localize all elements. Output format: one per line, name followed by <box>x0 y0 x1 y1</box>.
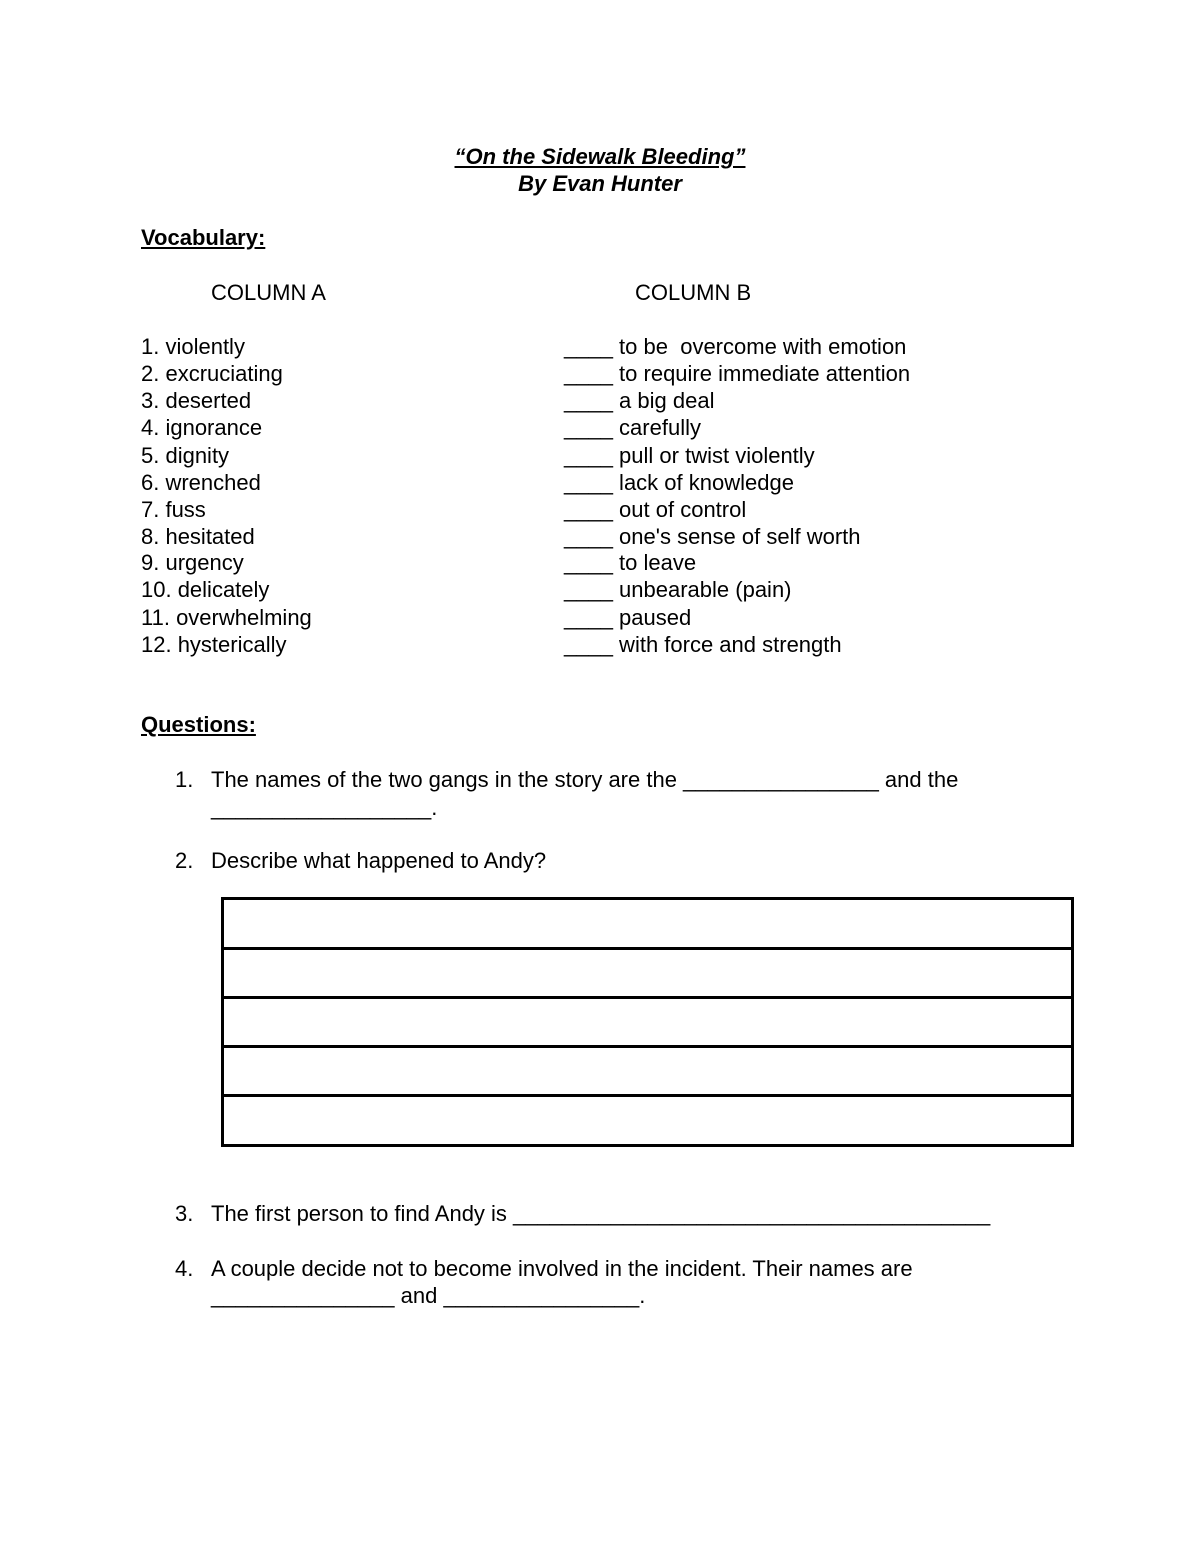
vocab-term: 1. violently <box>141 334 245 359</box>
vocab-definition: ____ a big deal <box>564 388 715 413</box>
question-number: 4. <box>175 1256 194 1281</box>
vocab-definition: ____ carefully <box>564 415 701 440</box>
vocabulary-heading: Vocabulary: <box>141 225 266 250</box>
answer-line <box>224 1094 1071 1097</box>
answer-line <box>224 947 1071 950</box>
vocab-term: 11. overwhelming <box>141 605 312 630</box>
question-text: Describe what happened to Andy? <box>211 848 547 873</box>
column-b-header: COLUMN B <box>635 280 752 305</box>
answer-box[interactable] <box>221 897 1074 1147</box>
question-text-continued: _______________ and ________________. <box>211 1283 646 1308</box>
vocab-definition: ____ pull or twist violently <box>564 443 815 468</box>
column-a-header: COLUMN A <box>211 280 326 305</box>
vocab-term: 10. delicately <box>141 577 270 602</box>
vocab-term: 3. deserted <box>141 388 252 413</box>
vocab-term: 6. wrenched <box>141 470 261 495</box>
question-text: The first person to find Andy is _______________________________________ <box>211 1201 991 1226</box>
vocab-definition: ____ lack of knowledge <box>564 470 794 495</box>
questions-heading: Questions: <box>141 712 256 737</box>
vocab-definition: ____ to require immediate attention <box>564 361 911 386</box>
vocab-definition: ____ one's sense of self worth <box>564 524 861 549</box>
vocab-definition: ____ with force and strength <box>564 632 842 657</box>
question-number: 3. <box>175 1201 194 1226</box>
vocab-definition: ____ paused <box>564 605 692 630</box>
question-number: 1. <box>175 767 194 792</box>
vocab-definition: ____ to be overcome with emotion <box>564 334 907 359</box>
answer-line <box>224 996 1071 999</box>
answer-line <box>224 1045 1071 1048</box>
vocab-term: 8. hesitated <box>141 524 255 549</box>
vocab-term: 4. ignorance <box>141 415 263 440</box>
vocab-definition: ____ unbearable (pain) <box>564 577 792 602</box>
vocab-term: 7. fuss <box>141 497 206 522</box>
question-text: A couple decide not to become involved in the incident. Their names are <box>211 1256 913 1281</box>
vocab-term: 2. excruciating <box>141 361 283 386</box>
question-text-continued: __________________. <box>211 795 438 820</box>
vocab-definition: ____ to leave <box>564 550 697 575</box>
vocab-term: 9. urgency <box>141 550 244 575</box>
vocab-term: 5. dignity <box>141 443 230 468</box>
worksheet-title: “On the Sidewalk Bleeding” <box>454 144 746 169</box>
question-number: 2. <box>175 848 194 873</box>
worksheet-author: By Evan Hunter <box>518 171 682 196</box>
vocab-term: 12. hysterically <box>141 632 287 657</box>
vocab-definition: ____ out of control <box>564 497 747 522</box>
question-text: The names of the two gangs in the story are the ________________ and the <box>211 767 959 792</box>
